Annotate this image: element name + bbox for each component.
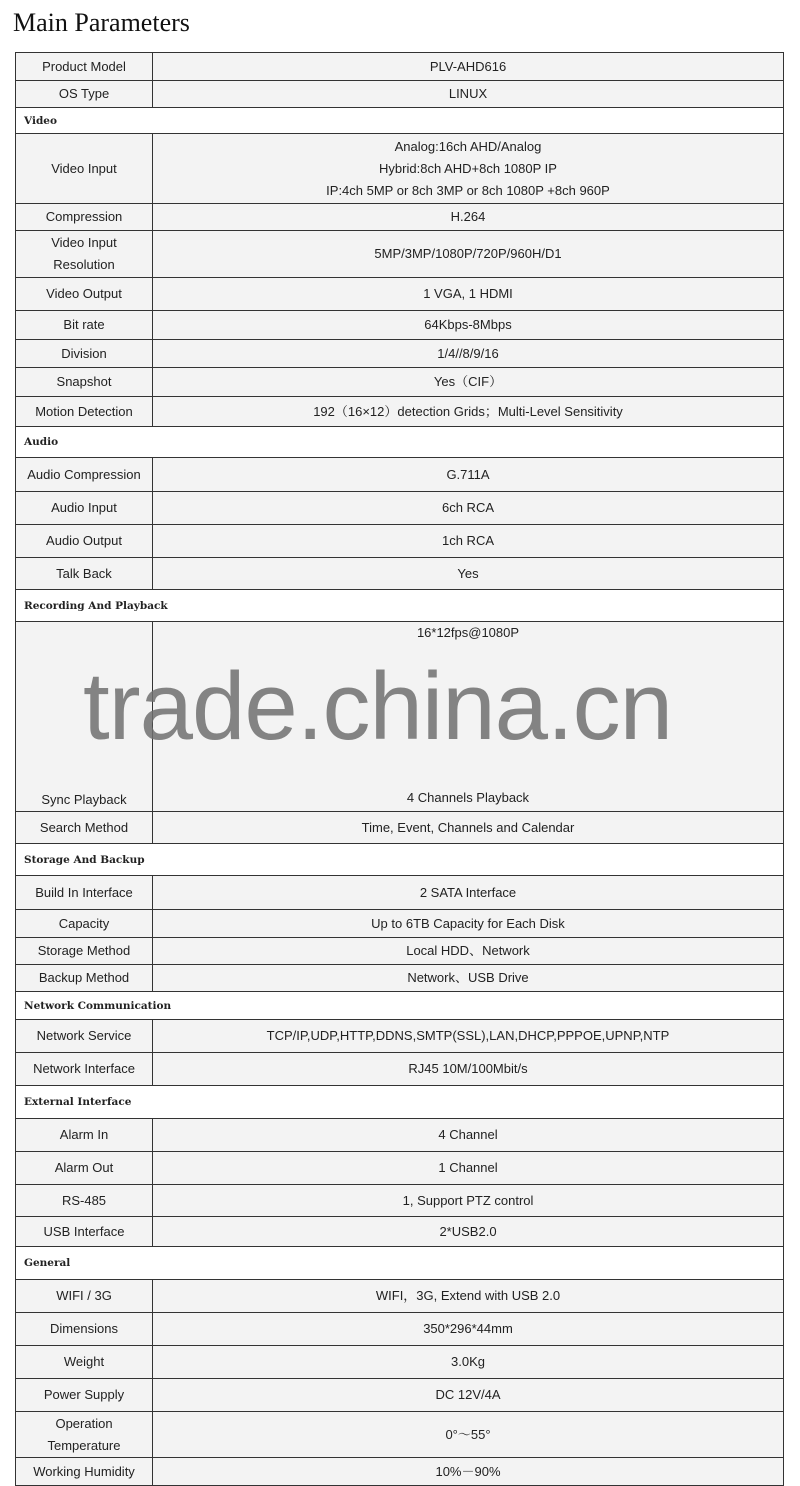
param-value-line: Hybrid:8ch AHD+8ch 1080P IP [379,160,557,176]
param-label: Storage Method [16,938,153,965]
param-value [153,231,784,278]
section-row [16,590,784,622]
table-row [16,311,784,340]
param-value-line: Yes [457,565,479,581]
table-row [16,204,784,231]
section-row [16,108,784,134]
param-value-line: Time, Event, Channels and Calendar [361,819,575,835]
param-label: Capacity [16,910,153,938]
param-value-line: LINUX [448,86,488,101]
section-heading: Network Communication [16,992,784,1020]
table-row [16,1458,784,1486]
param-label: USB Interface [16,1217,153,1247]
param-value-line: 350*296*44mm [423,1321,513,1336]
table-row [16,910,784,938]
param-label: Backup Method [16,965,153,992]
param-value [153,53,784,81]
param-label: Sync Playback [16,622,153,812]
table-row [16,1379,784,1412]
section-heading: External Interface [16,1086,784,1119]
param-label: Network Interface [16,1053,153,1086]
param-value [153,910,784,938]
param-label: Video Output [16,278,153,311]
table-row [16,1020,784,1053]
param-value [153,812,784,844]
section-row [16,992,784,1020]
param-value-line: IP:4ch 5MP or 8ch 3MP or 8ch 1080P +8ch 960P [326,182,610,198]
param-value-line: 0°～55° [445,1426,491,1442]
param-value-line: Local HDD、Network [406,943,530,958]
param-value-line: 64Kbps-8Mbps [424,317,512,332]
table-row [16,492,784,525]
param-value-line: 1, Support PTZ control [402,1192,534,1208]
param-label: Audio Compression [16,458,153,492]
param-value [153,965,784,992]
param-value-line: 4 Channel [438,1127,498,1142]
section-row [16,844,784,876]
param-label: Alarm Out [16,1152,153,1185]
param-value [153,458,784,492]
section-row [16,427,784,458]
table-row [16,278,784,311]
table-row [16,1346,784,1379]
section-heading: Audio [16,427,784,458]
table-row [16,1313,784,1346]
param-value-line: H.264 [450,209,486,224]
param-value [153,1152,784,1185]
table-row [16,397,784,427]
param-value [153,1185,784,1217]
param-value [153,525,784,558]
param-label: Compression [16,204,153,231]
param-label: Motion Detection [16,397,153,427]
table-row [16,1119,784,1152]
param-value [153,492,784,525]
param-value [153,1119,784,1152]
section-heading: General [16,1247,784,1280]
section-row [16,1086,784,1119]
param-value-line: 1 Channel [438,1160,498,1175]
param-label: Weight [16,1346,153,1379]
param-label: Dimensions [16,1313,153,1346]
param-value [153,876,784,910]
table-row [16,368,784,397]
param-label: Working Humidity [16,1458,153,1486]
table-row [16,1185,784,1217]
table-row [16,458,784,492]
param-value-line: 10%－90% [435,1463,501,1479]
param-value-line: DC 12V/4A [435,1387,501,1402]
table-row [16,1280,784,1313]
table-row [16,558,784,590]
param-value-line: RJ45 10M/100Mbit/s [408,1061,528,1076]
param-value-line: 4 Channels Playback [406,790,530,805]
param-label: Operation Temperature [16,1412,153,1458]
param-label: Bit rate [16,311,153,340]
table-row [16,340,784,368]
param-value-line: 1ch RCA [441,533,495,548]
section-heading: Storage And Backup [16,844,784,876]
param-label: Snapshot [16,368,153,397]
param-value-line: 1/4//8/9/16 [437,345,499,361]
param-value [153,1379,784,1412]
table-row [16,938,784,965]
table-row [16,622,784,812]
watermark: trade.china.cn [83,653,673,760]
param-label: Network Service [16,1020,153,1053]
section-heading: Recording And Playback [16,590,784,622]
param-value-line: WIFI，3G, Extend with USB 2.0 [375,1288,561,1303]
param-label: Audio Output [16,525,153,558]
param-label: Search Method [16,812,153,844]
param-value-line: Yes（CIF） [433,374,503,389]
param-value [153,278,784,311]
param-value-line: Network、USB Drive [407,970,529,985]
param-value [153,311,784,340]
table-row [16,876,784,910]
table-row [16,812,784,844]
table-row [16,1152,784,1185]
param-value [153,397,784,427]
param-label: RS-485 [16,1185,153,1217]
param-value [153,204,784,231]
param-label: Division [16,340,153,368]
param-label: Talk Back [16,558,153,590]
table-row [16,1053,784,1086]
table-row [16,1412,784,1458]
param-value [153,134,784,204]
param-value-line: G.711A [446,466,490,482]
param-label: Video Input Resolution [16,231,153,278]
param-label: Build In Interface [16,876,153,910]
param-value-line: 16*12fps@1080P [416,625,520,640]
param-value [153,938,784,965]
param-value [153,558,784,590]
param-value-line: TCP/IP,UDP,HTTP,DDNS,SMTP(SSL),LAN,DHCP,PPPOE,UPNP,NTP [266,1028,670,1043]
page-title: Main Parameters [13,8,190,37]
table-row [16,1217,784,1247]
param-value-line: 2*USB2.0 [439,1223,497,1239]
param-value-line: Up to 6TB Capacity for Each Disk [371,915,565,931]
param-value [153,81,784,108]
table-row [16,525,784,558]
param-label: Alarm In [16,1119,153,1152]
param-label: WIFI / 3G [16,1280,153,1313]
param-value [153,1217,784,1247]
table-row [16,81,784,108]
param-value-line: 5MP/3MP/1080P/720P/960H/D1 [374,246,562,261]
param-value-line: Analog:16ch AHD/Analog [394,138,542,154]
param-value [153,1412,784,1458]
param-value [153,368,784,397]
param-label: OS Type [16,81,153,108]
param-value-line: PLV-AHD616 [429,58,507,74]
param-value [153,1280,784,1313]
param-value [153,1346,784,1379]
parameters-table [15,52,784,1486]
table-row [16,134,784,204]
param-value-line: 2 SATA Interface [419,884,517,900]
param-label: Video Input [16,134,153,204]
param-label: Product Model [16,53,153,81]
param-value [153,340,784,368]
param-value [153,1458,784,1486]
param-label: Audio Input [16,492,153,525]
section-row [16,1247,784,1280]
param-value-line: 6ch RCA [441,500,495,515]
param-value [153,1020,784,1053]
param-value-line: 1 VGA, 1 HDMI [423,286,513,301]
param-value-line: 3.0Kg [451,1354,485,1369]
table-row [16,965,784,992]
param-value [153,1313,784,1346]
param-value-line: 192（16×12）detection Grids；Multi-Level Sensitivity [313,403,623,419]
section-heading: Video [16,108,784,134]
param-label: Power Supply [16,1379,153,1412]
param-value [153,1053,784,1086]
table-row [16,231,784,278]
table-row [16,53,784,81]
